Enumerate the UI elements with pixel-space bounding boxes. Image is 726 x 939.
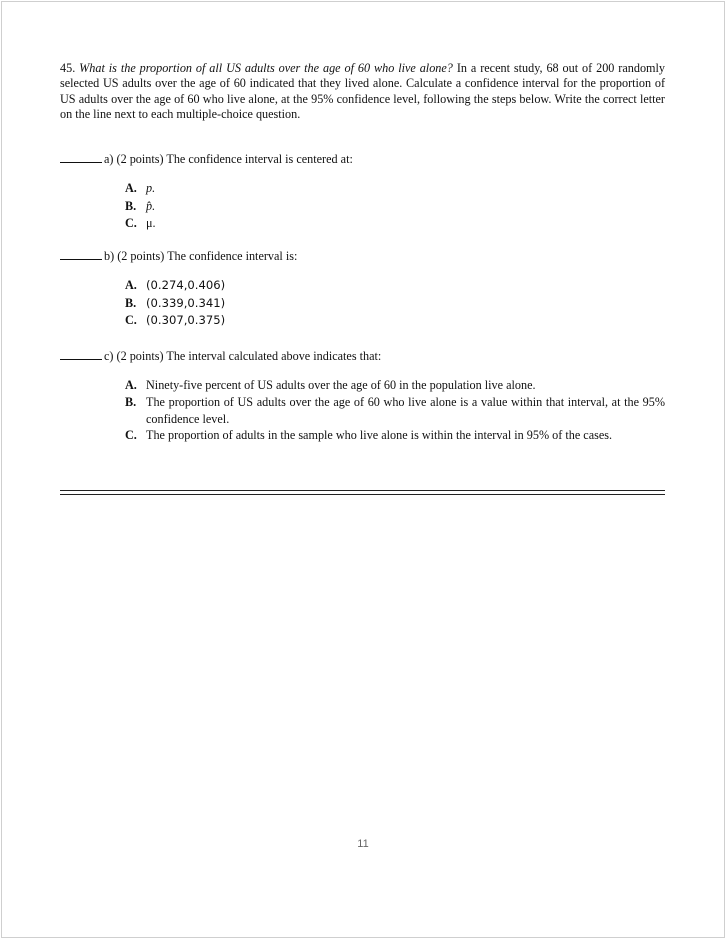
part-c-options bbox=[125, 377, 665, 444]
option-a-C: C. μ. bbox=[125, 216, 156, 230]
part-b-prompt bbox=[60, 249, 665, 264]
option-b-A: A. (0.274,0.406) bbox=[125, 278, 226, 292]
option-c-A: A. Ninety-five percent of US adults over the age of 60 in the population live alone. bbox=[125, 378, 536, 392]
answer-blank-b[interactable] bbox=[60, 249, 102, 260]
option-c-B: B. The proportion of US adults over the age of 60 who live alone is a value within that interval, at the 95% confidence level. bbox=[125, 394, 665, 426]
question-intro bbox=[60, 61, 665, 122]
question-text: What is the proportion of all US adults over the age of 60 who live alone? bbox=[79, 61, 453, 75]
part-c-label: c) (2 points) The interval calculated above indicates that: bbox=[104, 349, 382, 363]
part-a-label: a) (2 points) The confidence interval is centered at: bbox=[104, 152, 353, 166]
question-context: In a recent study, 68 out of 200 randomly selected US adults over the age of 60 indicated that they lived alone. Calculate a confidence interval for the proportion of US adults over the age of 60 who live alone, at the 95% confidence level, following the steps below. Write the correct letter on the line next to each multiple-choice question. bbox=[60, 61, 666, 121]
option-b-C: C. (0.307,0.375) bbox=[125, 313, 226, 327]
section-divider-bottom bbox=[60, 494, 665, 495]
answer-blank-c[interactable] bbox=[60, 349, 102, 360]
document-page bbox=[1, 1, 725, 938]
section-divider-top bbox=[60, 490, 665, 491]
answer-blank-a[interactable] bbox=[60, 152, 102, 163]
page-number: 11 bbox=[357, 838, 369, 850]
option-a-A: A. p. bbox=[125, 181, 156, 195]
option-a-B: B. p̂. bbox=[125, 198, 156, 213]
option-b-B: B. (0.339,0.341) bbox=[125, 295, 226, 310]
option-c-C: C. The proportion of adults in the sample who live alone is within the interval in 95% of the cases. bbox=[125, 428, 613, 443]
part-b-options bbox=[125, 277, 665, 330]
question-number: 45. bbox=[60, 61, 76, 75]
part-a-options bbox=[125, 180, 665, 233]
part-c-prompt bbox=[60, 349, 665, 364]
part-b-label: b) (2 points) The confidence interval is: bbox=[104, 249, 298, 263]
part-a-prompt bbox=[60, 152, 665, 167]
